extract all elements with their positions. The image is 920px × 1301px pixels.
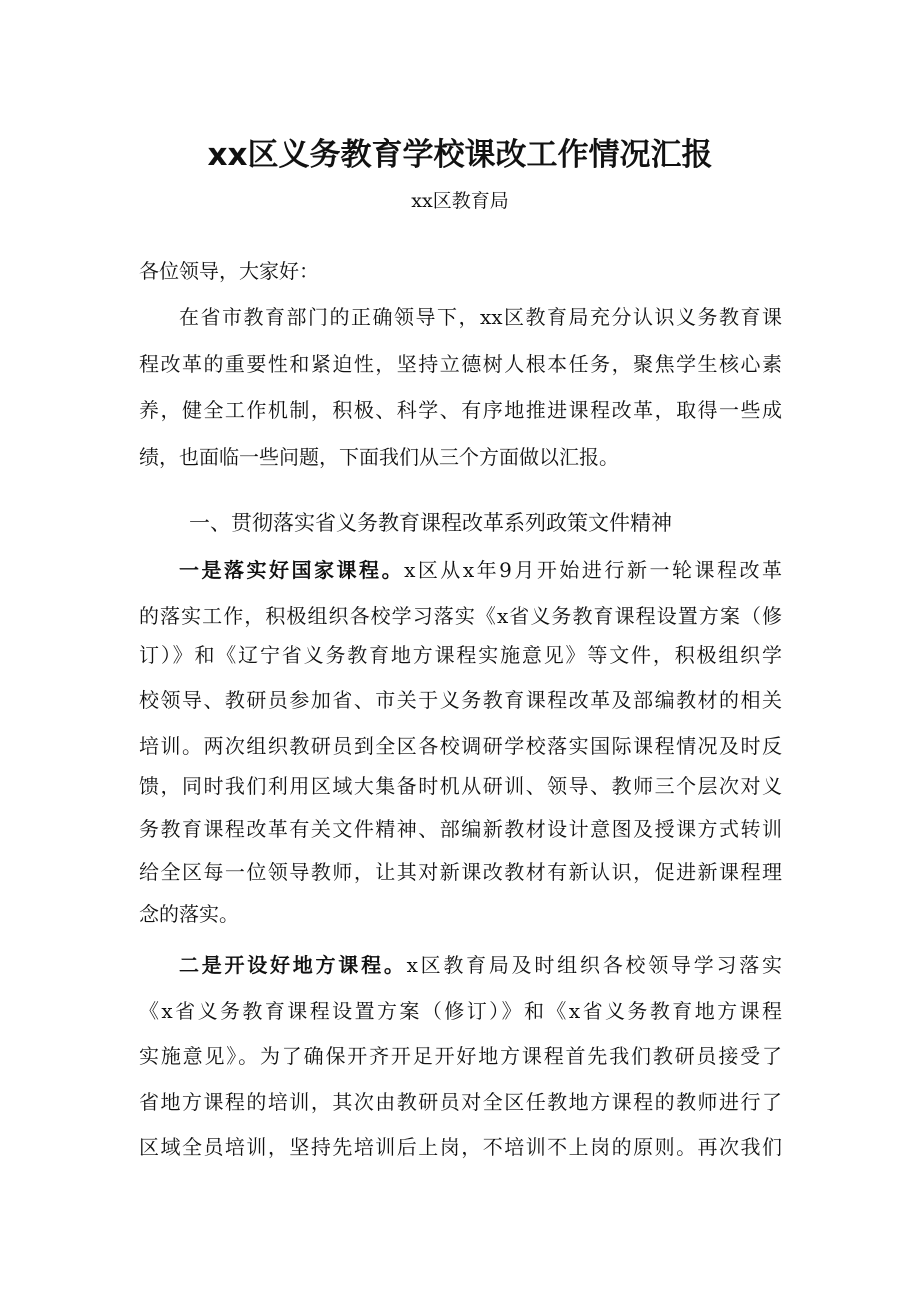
paragraph-text: x区从x年9月开始进行新一轮课程改革 xyxy=(404,558,782,582)
paragraph-line: 培训。两次组织教研员到全区各校调研学校落实国际课程情况及时反 xyxy=(139,734,782,758)
greeting: 各位领导，大家好： xyxy=(139,259,319,283)
paragraph-line: 馈，同时我们利用区域大集备时机从研训、领导、教师三个层次对义 xyxy=(139,774,782,798)
paragraph-line: 校领导、教研员参加省、市关于义务教育课程改革及部编教材的相关 xyxy=(139,688,782,712)
paragraph-line: 念的落实。 xyxy=(139,902,239,926)
paragraph-line: 区域全员培训，坚持先培训后上岗，不培训不上岗的原则。再次我们 xyxy=(139,1135,782,1159)
document-title: xx区义务教育学校课改工作情况汇报 xyxy=(207,137,713,173)
paragraph-line: 《x省义务教育课程设置方案（修订）》和《x省义务教育地方课程 xyxy=(139,999,782,1023)
section-heading: 一、贯彻落实省义务教育课程改革系列政策文件精神 xyxy=(189,511,672,535)
paragraph-lead: 二是开设好地方课程。 xyxy=(179,953,407,977)
paragraph-line: 订）》和《辽宁省义务教育地方课程实施意见》等文件，积极组织学 xyxy=(139,643,782,667)
paragraph-line: 给全区每一位领导教师，让其对新课改教材有新认识，促进新课程理 xyxy=(139,860,782,884)
paragraph-text: x区教育局及时组织各校领导学习落实 xyxy=(406,953,782,977)
intro-line: 养，健全工作机制，积极、科学、有序地推进课程改革，取得一些成 xyxy=(139,398,782,422)
paragraph-line: 的落实工作，积极组织各校学习落实《x省义务教育课程设置方案（修 xyxy=(139,604,782,628)
paragraph-line xyxy=(179,951,782,979)
intro-line: 绩，也面临一些问题，下面我们从三个方面做以汇报。 xyxy=(139,445,619,469)
paragraph-line: 务教育课程改革有关文件精神、部编新教材设计意图及授课方式转训 xyxy=(139,817,782,841)
document-author: xx区教育局 xyxy=(411,190,509,212)
intro-line: 程改革的重要性和紧迫性，坚持立德树人根本任务，聚焦学生核心素 xyxy=(139,352,782,376)
paragraph-line: 实施意见》。为了确保开齐开足开好地方课程首先我们教研员接受了 xyxy=(139,1044,782,1068)
paragraph-line: 省地方课程的培训，其次由教研员对全区任教地方课程的教师进行了 xyxy=(139,1090,782,1114)
paragraph-lead: 一是落实好国家课程。 xyxy=(179,558,405,582)
paragraph-line xyxy=(179,556,782,584)
intro-line: 在省市教育部门的正确领导下，xx区教育局充分认识义务教育课 xyxy=(179,305,782,329)
